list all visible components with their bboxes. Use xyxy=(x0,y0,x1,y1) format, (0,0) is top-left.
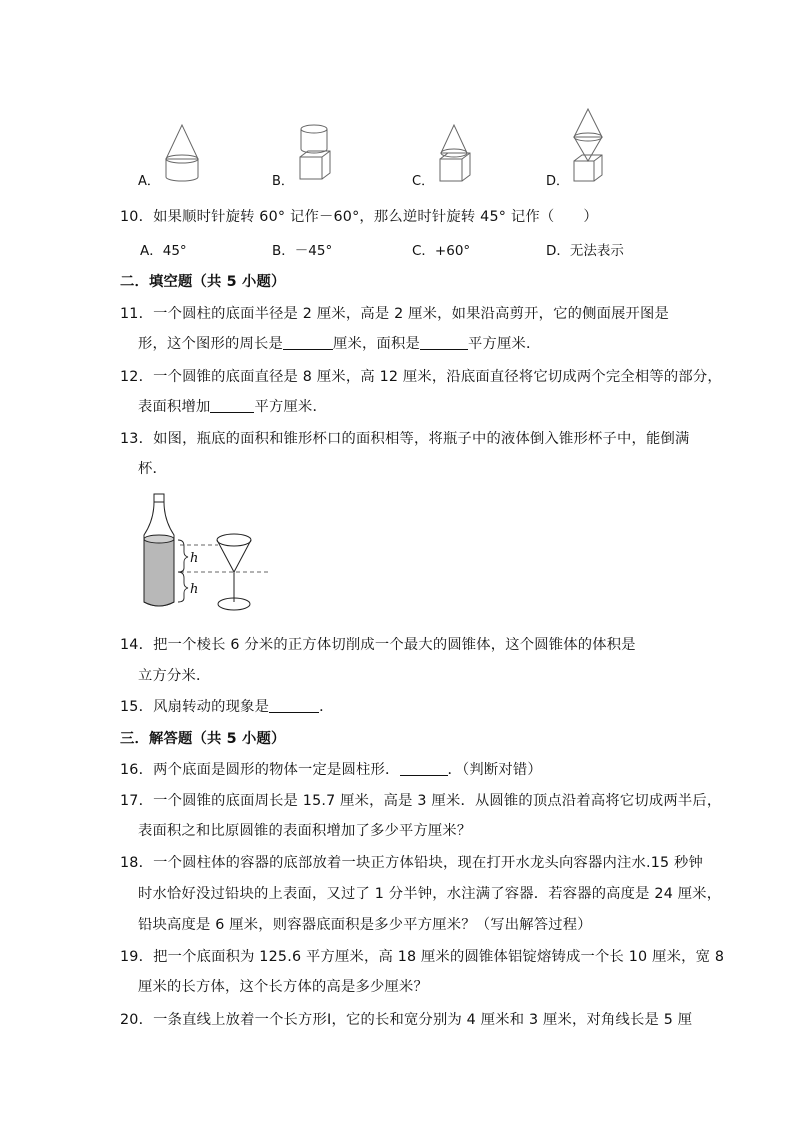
q11-text-a: 形，这个图形的周长是 xyxy=(138,336,283,352)
q18-line-1: 18．一个圆柱体的容器的底部放着一块正方体铅块，现在打开水龙头向容器内注水.15 秒钟 xyxy=(120,855,704,871)
q9-figure-options xyxy=(138,98,678,193)
q16-text-b: ．（判断对错） xyxy=(447,762,542,778)
cone-on-cube-icon xyxy=(438,123,474,185)
q15-text-a: 15．风扇转动的现象是 xyxy=(120,699,270,715)
q18-line-3: 铅块高度是 6 厘米，则容器底面积是多少平方厘米？（写出解答过程） xyxy=(138,917,592,933)
option-a-label: A． xyxy=(138,174,160,189)
q10-choice-b[interactable]: B．－45° xyxy=(272,243,333,259)
double-cone-on-cube-icon xyxy=(570,107,610,187)
q14-line-1: 14．把一个棱长 6 分米的正方体切削成一个最大的圆锥体，这个圆锥体的体积是 xyxy=(120,637,636,653)
q16-line xyxy=(120,759,542,779)
option-d-figure[interactable] xyxy=(546,98,666,193)
q10-choice-d[interactable]: D．无法表示 xyxy=(546,243,624,259)
section-2-heading: 二．填空题（共 5 小题） xyxy=(120,274,286,290)
q14-line-2: 立方分米． xyxy=(138,668,211,684)
q15-line xyxy=(120,696,334,716)
q17-line-2: 表面积之和比原圆锥的表面积增加了多少平方厘米？ xyxy=(138,823,472,839)
cone-on-cylinder-icon xyxy=(164,123,200,185)
bottle-and-cone-cup-figure xyxy=(138,490,278,615)
q10-choice-c[interactable]: C．+60° xyxy=(412,243,471,259)
q12-line-2 xyxy=(138,396,327,416)
q11-text-b: 厘米，面积是 xyxy=(332,336,420,352)
q15-blank[interactable] xyxy=(269,698,319,713)
q17-line-1: 17．一个圆锥的底面周长是 15.7 厘米，高是 3 厘米．从圆锥的顶点沿着高将它切成两半后， xyxy=(120,793,722,809)
option-b-figure[interactable] xyxy=(272,98,392,193)
q15-text-b: ． xyxy=(319,699,334,715)
q16-blank[interactable] xyxy=(400,761,448,776)
section-3-heading: 三．解答题（共 5 小题） xyxy=(120,731,286,747)
q20-line-1: 20．一条直线上放着一个长方形Ⅰ，它的长和宽分别为 4 厘米和 3 厘米，对角线长是 5 厘 xyxy=(120,1012,693,1028)
option-d-label: D． xyxy=(546,174,570,189)
q11-blank-area[interactable] xyxy=(420,335,468,350)
q11-line-2 xyxy=(138,333,540,353)
cylinder-on-cube-icon xyxy=(298,123,334,185)
h-label-lower: h xyxy=(190,582,199,597)
bottle-cup-diagram xyxy=(138,490,278,615)
q12-text-b: 平方厘米． xyxy=(254,399,327,415)
q11-blank-perimeter[interactable] xyxy=(283,335,333,350)
q13-line-2: 杯． xyxy=(138,461,167,477)
q12-blank[interactable] xyxy=(210,398,254,413)
option-c-label: C． xyxy=(412,174,435,189)
option-c-figure[interactable] xyxy=(412,98,532,193)
option-b-label: B． xyxy=(272,174,294,189)
option-a-figure[interactable] xyxy=(138,98,258,193)
h-label-upper: h xyxy=(190,551,199,566)
q11-line-1: 11．一个圆柱的底面半径是 2 厘米，高是 2 厘米，如果沿高剪开，它的侧面展开图是 xyxy=(120,306,670,322)
q13-line-1: 13．如图，瓶底的面积和锥形杯口的面积相等，将瓶子中的液体倒入锥形杯子中，能倒满 xyxy=(120,431,690,447)
q10-stem: 10．如果顺时针旋转 60° 记作－60°，那么逆时针旋转 45° 记作（ ） xyxy=(120,209,598,225)
q19-line-2: 厘米的长方体，这个长方体的高是多少厘米？ xyxy=(138,979,428,995)
q18-line-2: 时水恰好没过铅块的上表面，又过了 1 分半钟，水注满了容器．若容器的高度是 24 厘米， xyxy=(138,886,722,902)
q19-line-1: 19．把一个底面积为 125.6 平方厘米，高 18 厘米的圆锥体铝锭熔铸成一个长 10 厘米，宽 8 xyxy=(120,949,725,965)
q12-text-a: 表面积增加 xyxy=(138,399,211,415)
q10-choice-a[interactable]: A．45° xyxy=(140,243,187,259)
q12-line-1: 12．一个圆锥的底面直径是 8 厘米，高 12 厘米，沿底面直径将它切成两个完全相等的部分， xyxy=(120,369,722,385)
q16-text-a: 16．两个底面是圆形的物体一定是圆柱形． xyxy=(120,762,400,778)
q11-text-c: 平方厘米． xyxy=(467,336,541,352)
